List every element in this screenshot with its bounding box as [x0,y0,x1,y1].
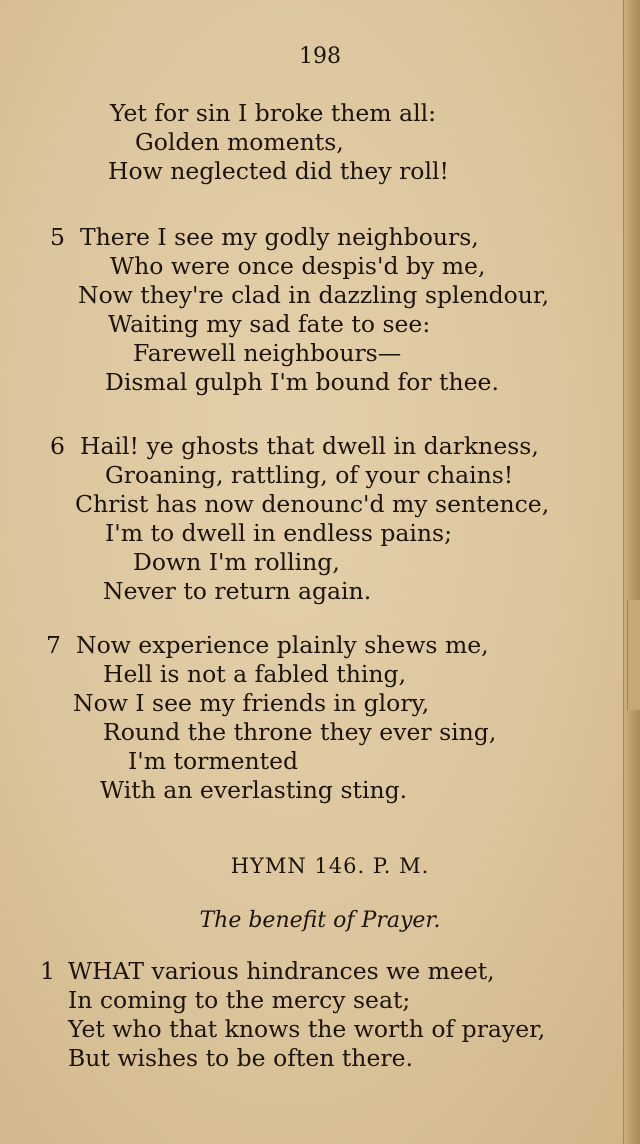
verse-line: Who were once despis'd by me, [110,252,486,280]
verse-line: Christ has now denounc'd my sentence, [75,490,550,518]
verse-line: Yet for sin I broke them all: [110,99,437,127]
verse-line: In coming to the mercy seat; [68,986,411,1014]
verse-number: 1 [40,957,55,985]
verse-line: I'm to dwell in endless pains; [105,519,453,547]
verse-line: With an everlasting sting. [100,776,408,804]
verse-line: Round the throne they ever sing, [103,718,497,746]
verse-line: Now I see my friends in glory, [73,689,430,717]
verse-line: Now they're clad in dazzling splendour, [78,281,550,309]
verse-line: Groaning, rattling, of your chains! [105,461,514,489]
verse-line: Dismal gulph I'm bound for thee. [105,368,499,396]
verse-line: Never to return again. [103,577,372,605]
verse-number: 6 [50,432,65,460]
verse-number: 5 [50,223,65,251]
verse-line: WHAT various hindrances we meet, [68,957,495,985]
verse-line: Hell is not a fabled thing, [103,660,407,688]
page-edge [623,0,640,1144]
verse-line: I'm tormented [128,747,299,775]
page-number: 198 [299,44,341,69]
verse-line: Hail! ye ghosts that dwell in darkness, [80,432,539,460]
verse-line: Golden moments, [135,128,344,156]
hymn-title: HYMN 146. P. M. [230,854,430,878]
verse-number: 7 [46,631,61,659]
verse-line: Farewell neighbours— [133,339,402,367]
verse-line: Waiting my sad fate to see: [108,310,431,338]
verse-line: How neglected did they roll! [108,157,449,185]
verse-line: But wishes to be often there. [68,1044,413,1072]
verse-line: There I see my godly neighbours, [80,223,479,251]
page-edge-tab [627,600,640,710]
verse-line: Yet who that knows the worth of prayer, [68,1015,546,1043]
verse-line: Down I'm rolling, [133,548,340,576]
verse-line: Now experience plainly shews me, [76,631,489,659]
hymn-subtitle: The benefit of Prayer. [199,908,441,933]
